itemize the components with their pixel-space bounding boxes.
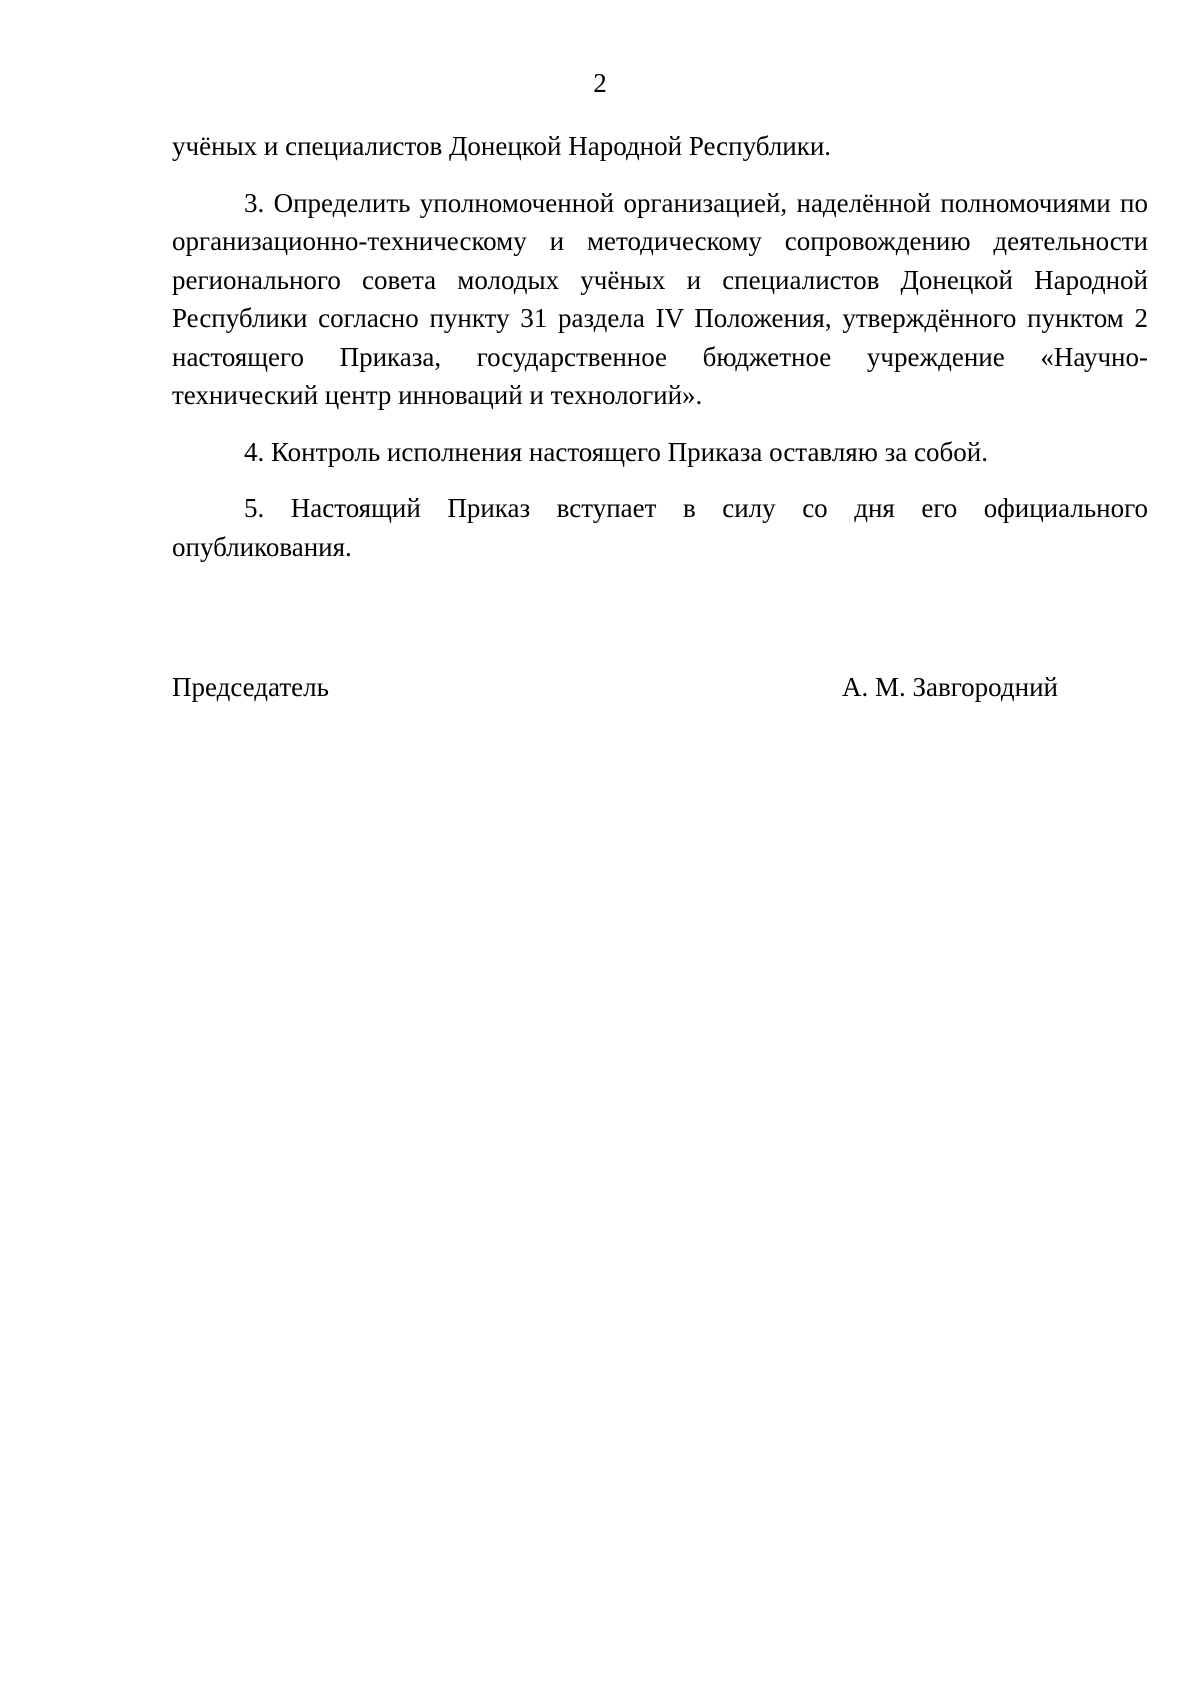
signatory-name: А. М. Завгородний [842,672,1058,702]
paragraph-continuation: учёных и специалистов Донецкой Народной Республики. [172,131,832,161]
signatory-title: Председатель [172,672,329,702]
paragraph-item-5: 5. Настоящий Приказ вступает в силу со дня его официального опубликования. [172,493,1148,562]
page-number: 2 [593,68,607,98]
paragraph-item-4: 4. Контроль исполнения настоящего Приказа оставляю за собой. [244,436,988,467]
document-body [172,127,1148,584]
paragraph-item-3: 3. Определить уполномоченной организацией, наделённой полномочиями по организационно-техническому и методическому сопровождению деятельности регионального совета молодых учёных и специалистов Донецкой Народной Республики согласно пункту 31 раздела IV Положения, утверждённого пунктом 2 настоящего Приказа, государственное бюджетное учреждение «Научно-технический центр инноваций и технологий». [172,187,1148,410]
